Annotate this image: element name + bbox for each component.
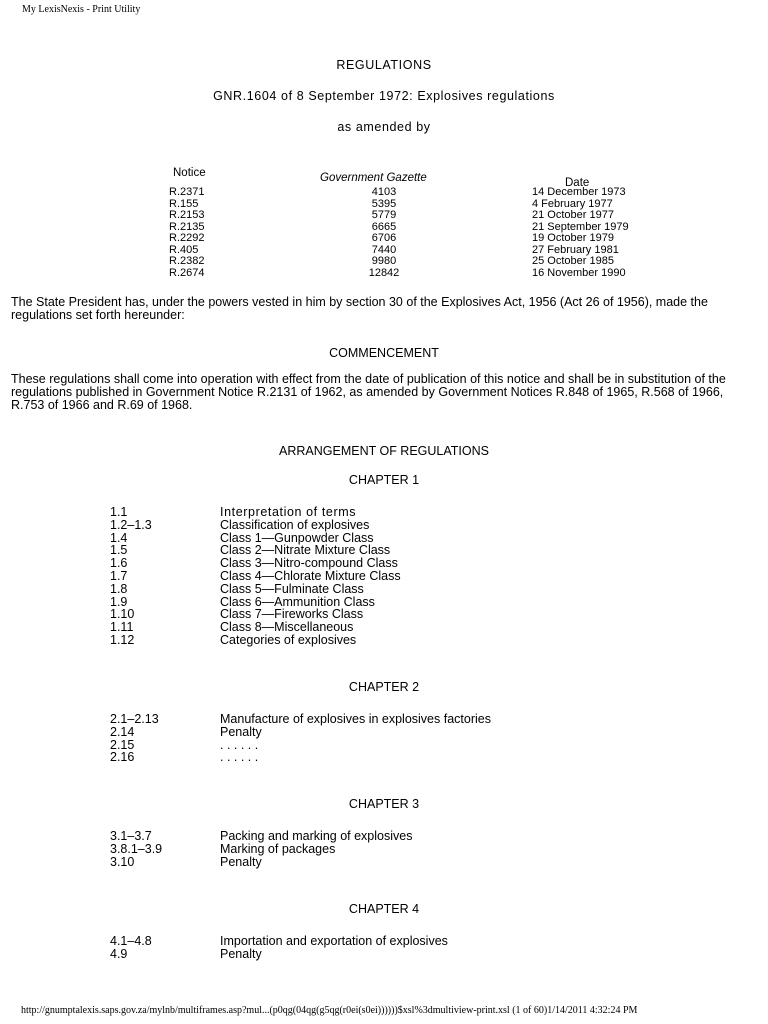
regulation-number: 1.4 — [110, 530, 128, 545]
regulation-title: Manufacture of explosives in explosives factories — [220, 712, 491, 726]
regulation-title: Class 8—Miscellaneous — [220, 620, 354, 635]
regulation-title: Penalty — [220, 854, 262, 869]
regulation-number: 2.15 — [110, 737, 135, 752]
regulation-number: 1.8 — [110, 581, 128, 596]
contents-row — [110, 843, 630, 856]
footer-url: http://gnumptalexis.saps.gov.za/mylnb/multiframes.asp?mul...(p0qg(04qg(g5qg(r0ei(s0ei))))))$xsl%3dmultiview-print.xsl (1 of 60)1/14/2011 4:32:24 PM — [21, 1005, 638, 1016]
notice-cell: R.155 — [169, 197, 199, 210]
gazette-column — [330, 187, 438, 279]
notice-column — [169, 187, 204, 279]
date-cell: 21 September 1979 — [532, 220, 629, 233]
contents-row — [110, 856, 630, 869]
regulation-number: 3.8.1–3.9 — [110, 841, 163, 856]
gazette-cell: 4103 — [371, 186, 397, 198]
gazette-cell: 12842 — [368, 266, 400, 279]
gazette-cell: 5395 — [371, 197, 397, 210]
date-cell: 21 October 1977 — [532, 209, 614, 221]
regulation-title: Classification of explosives — [220, 517, 370, 532]
regulation-number: 1.12 — [110, 632, 135, 647]
chapter-3-heading: CHAPTER 3 — [348, 797, 420, 811]
chapter-4-contents — [110, 935, 630, 961]
regulation-title: Class 2—Nitrate Mixture Class — [220, 543, 391, 558]
notice-cell: R.2292 — [169, 232, 205, 244]
regulation-title: Class 5—Fulminate Class — [220, 581, 364, 596]
chapter-4-heading: CHAPTER 4 — [348, 902, 420, 916]
gazette-cell: 5779 — [371, 209, 397, 221]
chapter-1-contents — [110, 506, 630, 647]
contents-row — [110, 948, 630, 961]
commencement-heading: COMMENCEMENT — [329, 346, 439, 360]
regulation-number: 1.6 — [110, 556, 128, 571]
regulation-number: 2.14 — [110, 724, 135, 739]
chapter-1-heading: CHAPTER 1 — [348, 473, 420, 487]
chapter-2-contents — [110, 713, 630, 764]
regulation-number: 1.7 — [110, 568, 128, 583]
notice-cell: R.2371 — [169, 186, 205, 198]
regulation-number: 1.9 — [110, 594, 128, 609]
notice-cell: R.2382 — [169, 255, 205, 267]
notice-cell: R.2674 — [169, 266, 205, 279]
regulation-title: Penalty — [220, 724, 262, 739]
chapter-2-heading: CHAPTER 2 — [348, 680, 420, 694]
date-cell: 19 October 1979 — [532, 232, 614, 244]
contents-row — [110, 583, 630, 596]
regulation-title: Class 4—Chlorate Mixture Class — [220, 568, 401, 583]
contents-row — [110, 634, 630, 647]
contents-row — [110, 713, 630, 726]
contents-row — [110, 726, 630, 739]
notice-cell: R.405 — [169, 243, 199, 256]
regulation-number: 1.5 — [110, 543, 128, 558]
commencement-paragraph: These regulations shall come into operation with effect from the date of publication of this notice and shall be in substitution of the regulations published in Government Notice R.2131 of 1962, as amended by Government Notices R.848 of 1965, R.568 of 1966, R.753 of 1966 and R.69 of 1968. — [11, 372, 726, 412]
intro-paragraph: The State President has, under the powers vested in him by section 30 of the Explosives Act, 1956 (Act 26 of 1956), made the regulations set forth hereunder: — [11, 295, 708, 322]
regulation-title: Class 1—Gunpowder Class — [220, 530, 374, 545]
notice-cell: R.2135 — [169, 220, 205, 233]
date-cell: 14 December 1973 — [532, 186, 626, 198]
regulation-subtitle: GNR.1604 of 8 September 1972: Explosives regulations — [213, 89, 555, 103]
regulation-title: Interpretation of terms — [220, 505, 357, 519]
regulation-number: 4.9 — [110, 946, 128, 961]
regulation-title: Class 3—Nitro-compound Class — [220, 556, 398, 571]
regulation-title: Categories of explosives — [220, 632, 357, 647]
regulation-title: Packing and marking of explosives — [220, 829, 413, 843]
contents-row — [110, 596, 630, 609]
regulation-title: Importation and exportation of explosives — [220, 934, 448, 948]
notice-column-header: Notice — [173, 167, 206, 179]
contents-row — [110, 739, 630, 752]
date-cell: 4 February 1977 — [532, 197, 613, 210]
amended-by-label: as amended by — [337, 120, 431, 134]
regulation-title: . . . . . . — [220, 737, 259, 752]
date-cell: 27 February 1981 — [532, 243, 619, 256]
regulation-title: Penalty — [220, 946, 262, 961]
regulation-title: Class 6—Ammunition Class — [220, 594, 375, 609]
gazette-cell: 6665 — [371, 220, 397, 233]
regulation-number: 3.1–3.7 — [110, 829, 152, 843]
date-cell: 16 November 1990 — [532, 266, 626, 279]
regulation-number: 4.1–4.8 — [110, 934, 152, 948]
regulation-number: 1.2–1.3 — [110, 517, 152, 532]
contents-row — [110, 830, 630, 843]
regulation-title: Class 7—Fireworks Class — [220, 607, 364, 622]
regulation-number: 2.1–2.13 — [110, 712, 159, 726]
gazette-cell: 6706 — [371, 232, 397, 244]
gazette-cell: 7440 — [371, 243, 397, 256]
regulation-number: 1.1 — [110, 505, 128, 519]
regulation-number: 2.16 — [110, 750, 135, 765]
contents-row — [110, 519, 630, 532]
gazette-column-header: Government Gazette — [320, 172, 427, 184]
date-column-header: Date — [565, 177, 590, 189]
chapter-3-contents — [110, 830, 630, 868]
document-title: REGULATIONS — [336, 58, 432, 72]
regulation-number: 1.11 — [110, 620, 134, 635]
contents-row — [110, 506, 630, 519]
contents-row — [110, 608, 630, 621]
regulation-title: . . . . . . — [220, 750, 259, 765]
browser-title: My LexisNexis - Print Utility — [22, 4, 141, 15]
contents-row — [110, 751, 630, 764]
regulation-title: Marking of packages — [220, 841, 336, 856]
notice-cell: R.2153 — [169, 209, 205, 221]
regulation-number: 1.10 — [110, 607, 135, 622]
contents-row — [110, 935, 630, 948]
date-cell: 25 October 1985 — [532, 255, 614, 267]
regulation-number: 3.10 — [110, 854, 135, 869]
contents-row — [110, 621, 630, 634]
contents-row — [110, 570, 630, 583]
arrangement-heading: ARRANGEMENT OF REGULATIONS — [279, 444, 489, 458]
gazette-cell: 9980 — [371, 255, 397, 267]
date-column — [532, 187, 629, 279]
